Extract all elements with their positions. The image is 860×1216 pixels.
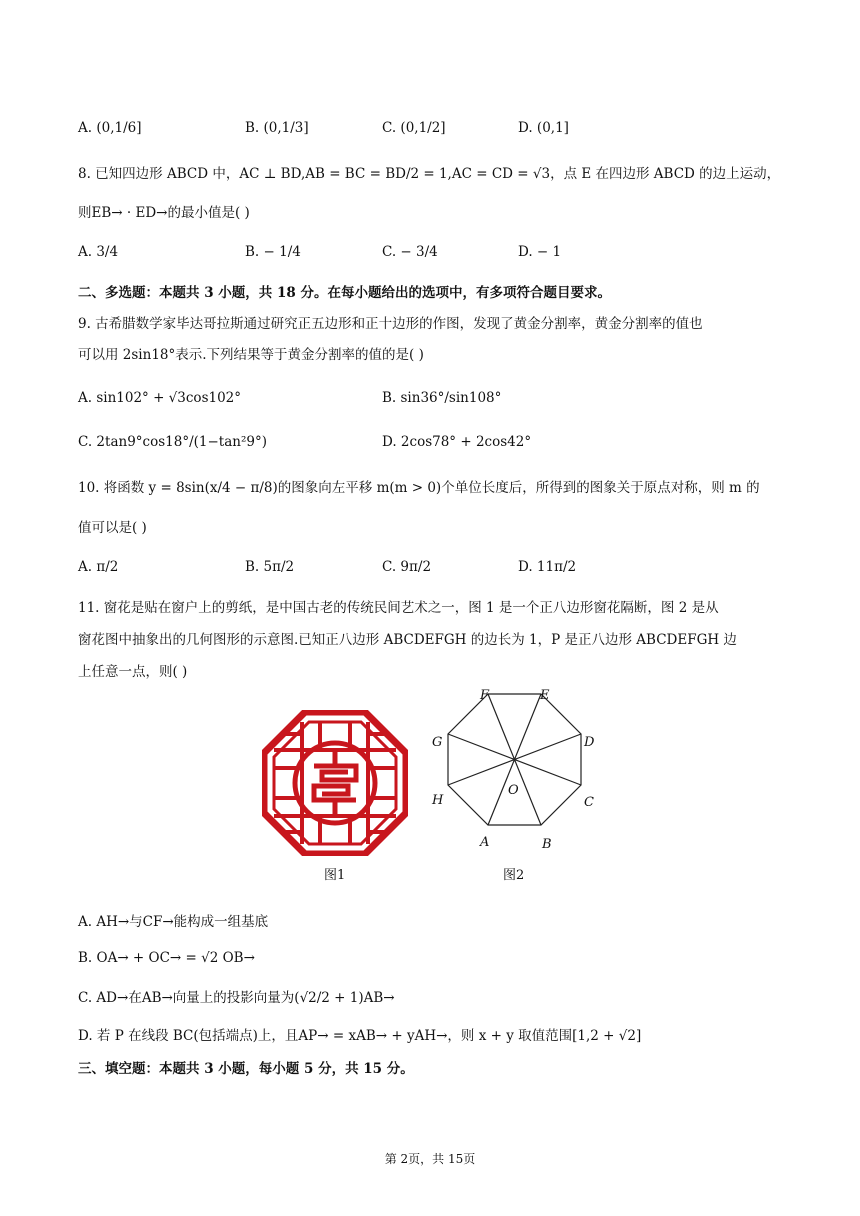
vertex-label-a: A — [480, 835, 490, 850]
q9-option-c: C. 2tan9°cos18°/(1−tan²9°) — [78, 434, 267, 450]
vertex-label-b: B — [542, 837, 552, 852]
vertex-label-e: E — [540, 688, 550, 703]
q7-option-a: A. (0,1/6] — [78, 120, 142, 136]
q10-option-d: D. 11π/2 — [518, 559, 577, 575]
vertex-label-h: H — [432, 793, 444, 808]
q8-option-a: A. 3/4 — [78, 244, 119, 260]
figure-2-caption: 图2 — [503, 868, 525, 883]
section-3-heading: 三、填空题：本题共 3 小题，每小题 5 分，共 15 分。 — [78, 1061, 414, 1077]
q7-option-c: C. (0,1/2] — [382, 120, 446, 136]
q11-option-a: A. AH→与CF→能构成一组基底 — [78, 914, 269, 930]
q8-stem-line2: 则EB→ · ED→的最小值是( ) — [78, 205, 250, 221]
q8-option-d: D. − 1 — [518, 244, 562, 260]
q8-stem-line1: 8. 已知四边形 ABCD 中，AC ⊥ BD,AB = BC = BD/2 = 1,AC = CD = √3，点 E 在四边形 ABCD 的边上运动， — [78, 166, 781, 182]
vertex-label-g: G — [432, 735, 443, 750]
q9-stem-line1: 9. 古希腊数学家毕达哥拉斯通过研究正五边形和正十边形的作图，发现了黄金分割率，黄金分割率的值也 — [78, 316, 703, 332]
q11-stem-line2: 窗花图中抽象出的几何图形的示意图.已知正八边形 ABCDEFGH 的边长为 1，P 是正八边形 ABCDEFGH 边 — [78, 632, 737, 648]
figure-1-caption: 图1 — [324, 868, 346, 883]
q11-option-b: B. OA→ + OC→ = √2 OB→ — [78, 950, 255, 966]
q8-option-c: C. − 3/4 — [382, 244, 438, 260]
q7-option-d: D. (0,1] — [518, 120, 569, 136]
center-label-o: O — [508, 783, 519, 798]
q10-stem-line2: 值可以是( ) — [78, 520, 147, 536]
q11-option-d: D. 若 P 在线段 BC(包括端点)上，且AP→ = xAB→ + yAH→，则 x + y 取值范围[1,2 + √2] — [78, 1028, 642, 1044]
section-2-heading: 二、多选题：本题共 3 小题，共 18 分。在每小题给出的选项中，有多项符合题目要求。 — [78, 285, 611, 301]
vertex-label-f: F — [480, 688, 490, 703]
q9-option-a: A. sin102° + √3cos102° — [78, 390, 242, 406]
vertex-label-c: C — [584, 795, 594, 810]
vertex-label-d: D — [584, 735, 595, 750]
q11-stem-line3: 上任意一点，则( ) — [78, 664, 188, 680]
q11-stem-line1: 11. 窗花是贴在窗户上的剪纸，是中国古老的传统民间艺术之一，图 1 是一个正八边形窗花隔断，图 2 是从 — [78, 600, 719, 616]
q9-option-b: B. sin36°/sin108° — [382, 390, 502, 406]
q10-option-b: B. 5π/2 — [245, 559, 295, 575]
page-footer: 第 2页，共 15页 — [384, 1152, 476, 1166]
q10-option-c: C. 9π/2 — [382, 559, 432, 575]
q10-option-a: A. π/2 — [78, 559, 119, 575]
q10-stem-line1: 10. 将函数 y = 8sin(x/4 − π/8)的图象向左平移 m(m > 0)个单位长度后，所得到的图象关于原点对称，则 m 的 — [78, 480, 760, 496]
window-flower-figure — [262, 710, 408, 856]
octagon-diagram — [424, 686, 610, 858]
q8-option-b: B. − 1/4 — [245, 244, 301, 260]
q7-option-b: B. (0,1/3] — [245, 120, 309, 136]
q9-option-d: D. 2cos78° + 2cos42° — [382, 434, 532, 450]
q11-option-c: C. AD→在AB→向量上的投影向量为(√2/2 + 1)AB→ — [78, 990, 395, 1006]
q9-stem-line2: 可以用 2sin18°表示.下列结果等于黄金分割率的值的是( ) — [78, 347, 424, 363]
